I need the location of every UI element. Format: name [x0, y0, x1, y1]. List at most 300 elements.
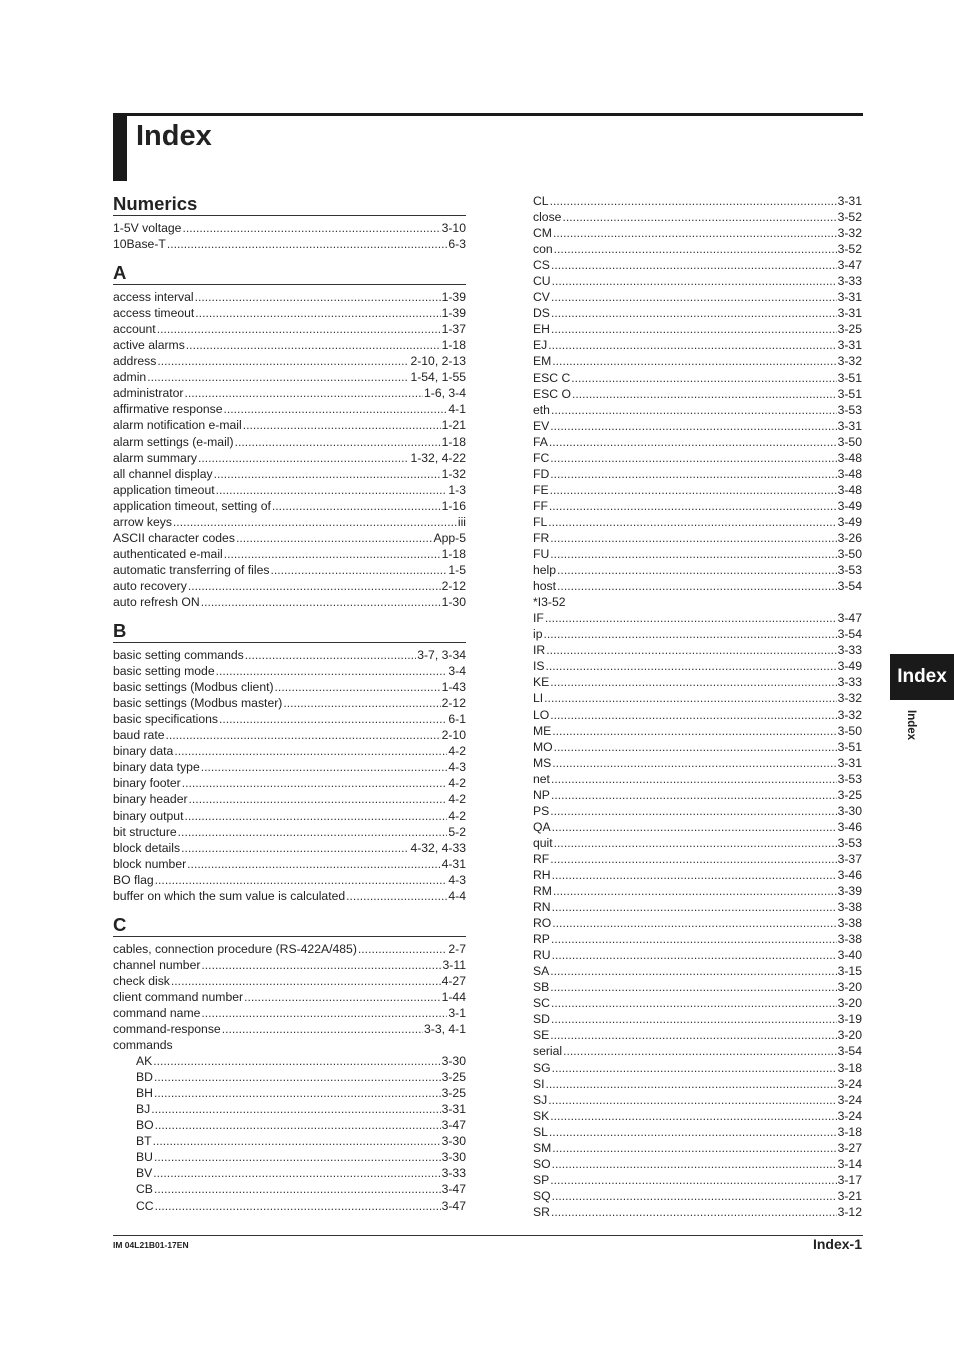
index-entry[interactable]: [113, 989, 466, 1005]
index-page-ref[interactable]: 3-33: [837, 675, 862, 690]
index-entry[interactable]: [533, 466, 862, 482]
index-entry[interactable]: [533, 370, 862, 386]
index-page-ref[interactable]: 6-3: [448, 237, 466, 252]
index-page-ref[interactable]: 1-32: [441, 466, 466, 481]
dot-leader: [546, 642, 836, 658]
index-entry[interactable]: [113, 1101, 466, 1117]
index-entry[interactable]: [533, 883, 862, 899]
index-entry[interactable]: [113, 1005, 466, 1021]
index-page-ref[interactable]: 3-48: [837, 482, 862, 497]
index-entry[interactable]: [533, 642, 862, 658]
index-entry[interactable]: [533, 193, 862, 209]
dot-leader: [346, 888, 447, 904]
index-page-ref[interactable]: 1-18: [441, 546, 466, 561]
index-page-ref[interactable]: 3-26: [837, 530, 862, 545]
index-entry[interactable]: [113, 1085, 466, 1101]
index-page-ref[interactable]: 3-53: [837, 771, 862, 786]
index-page-ref[interactable]: 4-2: [448, 808, 466, 823]
dot-leader: [195, 305, 440, 321]
index-page-ref[interactable]: 3-54: [837, 579, 862, 594]
index-entry[interactable]: [533, 723, 862, 739]
index-entry[interactable]: [533, 674, 862, 690]
index-page-ref[interactable]: 3-24: [837, 1076, 862, 1091]
index-entry[interactable]: [533, 386, 862, 402]
index-page-ref[interactable]: 1-39: [441, 290, 466, 305]
index-page-ref[interactable]: 3-39: [837, 884, 862, 899]
index-entry[interactable]: [533, 546, 862, 562]
index-entry[interactable]: [533, 498, 862, 514]
index-entry[interactable]: [113, 546, 466, 562]
dot-leader: [551, 931, 837, 947]
index-entry[interactable]: [113, 872, 466, 888]
index-term: block number: [113, 856, 187, 871]
index-entry[interactable]: [533, 867, 862, 883]
index-entry[interactable]: [113, 791, 466, 807]
index-entry[interactable]: [113, 1149, 466, 1165]
index-entry[interactable]: [533, 658, 862, 674]
index-entry[interactable]: [113, 1133, 466, 1149]
index-term: CU: [533, 274, 551, 289]
index-term: administrator: [113, 386, 184, 401]
index-page-ref[interactable]: 1-37: [441, 322, 466, 337]
index-entry[interactable]: [533, 1060, 862, 1076]
index-page-ref[interactable]: 3-50: [837, 723, 862, 738]
index-term: buffer on which the sum value is calculated: [113, 888, 346, 903]
index-entry[interactable]: [533, 594, 862, 610]
index-entry[interactable]: [533, 690, 862, 706]
index-entry[interactable]: [533, 1092, 862, 1108]
index-entry[interactable]: [533, 530, 862, 546]
index-term: ESC C: [533, 370, 571, 385]
index-page-ref[interactable]: 3-49: [837, 659, 862, 674]
index-page-ref[interactable]: 2-10, 2-13: [410, 354, 466, 369]
index-page-ref[interactable]: 3-53: [837, 563, 862, 578]
index-page-ref[interactable]: 3-38: [837, 900, 862, 915]
index-entry[interactable]: [113, 1021, 466, 1037]
index-page-ref[interactable]: 3-48: [837, 466, 862, 481]
index-entry[interactable]: [533, 915, 862, 931]
index-page-ref[interactable]: 4-32, 4-33: [410, 840, 466, 855]
index-entry[interactable]: [533, 626, 862, 642]
index-entry[interactable]: [533, 771, 862, 787]
index-term: MS: [533, 755, 552, 770]
index-page-ref[interactable]: 3-50: [837, 434, 862, 449]
dot-leader: [224, 546, 441, 562]
index-page-ref[interactable]: 3-46: [837, 819, 862, 834]
index-entry[interactable]: [113, 417, 466, 433]
index-term: binary data type: [113, 760, 200, 775]
index-page-ref[interactable]: 3-38: [837, 916, 862, 931]
index-entry[interactable]: [533, 1043, 862, 1059]
dot-leader: [201, 957, 441, 973]
index-entry[interactable]: [533, 1188, 862, 1204]
index-entry[interactable]: [113, 289, 466, 305]
index-page-ref[interactable]: 1-43: [441, 680, 466, 695]
index-entry[interactable]: [113, 321, 466, 337]
index-page-ref[interactable]: 4-2: [448, 792, 466, 807]
index-entry[interactable]: [533, 1140, 862, 1156]
index-page-ref[interactable]: 3-47: [441, 1118, 466, 1133]
index-side-tab[interactable]: Index: [890, 654, 954, 700]
index-term: SA: [533, 964, 550, 979]
index-page-ref[interactable]: 3-11: [442, 957, 466, 972]
dot-leader: [147, 369, 409, 385]
index-entry[interactable]: [113, 385, 466, 401]
index-page-ref[interactable]: 4-4: [448, 888, 466, 903]
dot-leader: [195, 289, 441, 305]
index-term: ASCII character codes: [113, 530, 235, 545]
index-entry[interactable]: [113, 498, 466, 514]
index-entry[interactable]: [533, 418, 862, 434]
index-page-ref[interactable]: 3-12: [837, 1204, 862, 1219]
index-page-ref[interactable]: 1-5: [448, 562, 466, 577]
dot-leader: [201, 1005, 447, 1021]
index-entry[interactable]: [113, 663, 466, 679]
index-entry[interactable]: [533, 947, 862, 963]
index-entry[interactable]: [113, 957, 466, 973]
dot-leader: [224, 401, 448, 417]
index-page-ref[interactable]: 3-25: [441, 1086, 466, 1101]
index-entry[interactable]: [113, 353, 466, 369]
index-page-ref[interactable]: 3-37: [837, 851, 862, 866]
index-entry[interactable]: [533, 482, 862, 498]
dot-leader: [551, 402, 837, 418]
index-page-ref[interactable]: 3-3, 4-1: [423, 1022, 466, 1037]
index-entry[interactable]: [113, 466, 466, 482]
index-page-ref[interactable]: 1-44: [441, 989, 466, 1004]
index-entry[interactable]: [533, 305, 862, 321]
index-page-ref[interactable]: 1-21: [441, 418, 466, 433]
index-page-ref[interactable]: 5-2: [448, 824, 466, 839]
index-term: ME: [533, 723, 552, 738]
index-entry[interactable]: [533, 225, 862, 241]
dot-leader: [153, 1053, 440, 1069]
index-entry[interactable]: [533, 209, 862, 225]
index-page-ref[interactable]: 4-2: [448, 776, 466, 791]
index-page-ref[interactable]: 6-1: [448, 712, 466, 727]
index-page-ref[interactable]: 3-25: [441, 1070, 466, 1085]
dot-leader: [552, 819, 837, 835]
index-page-ref[interactable]: 3-54: [837, 1044, 862, 1059]
index-page-ref[interactable]: 3-40: [837, 948, 862, 963]
index-entry[interactable]: [113, 236, 466, 252]
index-entry[interactable]: [113, 743, 466, 759]
index-entry[interactable]: [113, 594, 466, 610]
index-term: RM: [533, 884, 552, 899]
index-entry[interactable]: [533, 1156, 862, 1172]
index-page-ref[interactable]: 3-46: [837, 867, 862, 882]
index-entry[interactable]: [113, 1198, 466, 1214]
index-page-ref[interactable]: 3-31: [837, 755, 862, 770]
index-page-ref[interactable]: 1-18: [441, 434, 466, 449]
index-page-ref[interactable]: 3-47: [837, 258, 862, 273]
index-entry[interactable]: [113, 369, 466, 385]
index-entry[interactable]: [533, 241, 862, 257]
index-page-ref[interactable]: 1-3: [448, 482, 466, 497]
index-page-ref[interactable]: 3-33: [837, 643, 862, 658]
index-entry[interactable]: [113, 1181, 466, 1197]
dot-leader: [550, 418, 836, 434]
dot-leader: [557, 578, 837, 594]
index-page-ref[interactable]: 3-51: [837, 739, 862, 754]
index-term: SQ: [533, 1188, 551, 1203]
index-entry[interactable]: [113, 401, 466, 417]
index-page-ref[interactable]: 3-31: [837, 306, 862, 321]
index-entry[interactable]: [113, 727, 466, 743]
dot-leader: [552, 867, 837, 883]
index-entry[interactable]: [533, 755, 862, 771]
index-page-ref[interactable]: 3-7, 3-34: [417, 648, 466, 663]
index-entry[interactable]: [113, 1053, 466, 1069]
index-entry[interactable]: [533, 289, 862, 305]
index-page-ref[interactable]: 3-47: [441, 1182, 466, 1197]
dot-leader: [551, 787, 837, 803]
index-entry[interactable]: [533, 1076, 862, 1092]
dot-leader: [550, 1108, 836, 1124]
index-page-ref[interactable]: 3-15: [837, 964, 862, 979]
index-page-ref[interactable]: 2-12: [441, 696, 466, 711]
index-entry[interactable]: [113, 888, 466, 904]
index-page-ref[interactable]: 3-31: [837, 290, 862, 305]
index-entry[interactable]: [533, 819, 862, 835]
index-page-ref[interactable]: 4-1: [448, 402, 466, 417]
index-entry[interactable]: [113, 1165, 466, 1181]
index-entry[interactable]: [113, 775, 466, 791]
index-entry[interactable]: [533, 979, 862, 995]
index-term: FC: [533, 450, 550, 465]
index-page-ref[interactable]: 3-32: [837, 226, 862, 241]
index-entry[interactable]: [533, 434, 862, 450]
dot-leader: [550, 707, 836, 723]
index-term: EV: [533, 418, 550, 433]
index-page-ref[interactable]: 3-20: [837, 1028, 862, 1043]
index-page-ref[interactable]: 2-7: [448, 941, 466, 956]
index-entry[interactable]: [533, 787, 862, 803]
index-entry[interactable]: [113, 220, 466, 236]
index-entry[interactable]: [533, 1027, 862, 1043]
index-page-ref[interactable]: 3-20: [837, 980, 862, 995]
index-entry[interactable]: [113, 434, 466, 450]
index-entry[interactable]: [113, 1037, 466, 1053]
index-entry[interactable]: [533, 851, 862, 867]
index-page-ref[interactable]: 3-48: [837, 450, 862, 465]
index-page-ref[interactable]: 3-52: [837, 210, 862, 225]
index-page-ref[interactable]: 3-31: [837, 418, 862, 433]
dot-leader: [563, 1043, 836, 1059]
index-page-ref[interactable]: 3-49: [837, 514, 862, 529]
index-entry[interactable]: [533, 337, 862, 353]
index-entry[interactable]: [113, 824, 466, 840]
index-page-ref[interactable]: 3-17: [837, 1172, 862, 1187]
index-page-ref[interactable]: 3-18: [837, 1060, 862, 1075]
index-page-ref[interactable]: 3-32: [837, 707, 862, 722]
dot-leader: [548, 1092, 836, 1108]
index-page-ref[interactable]: 1-54, 1-55: [410, 370, 466, 385]
index-entry[interactable]: [533, 257, 862, 273]
index-page-ref[interactable]: 3-54: [837, 627, 862, 642]
index-page-ref[interactable]: 3-14: [837, 1156, 862, 1171]
dot-leader: [550, 482, 837, 498]
index-term: EM: [533, 354, 552, 369]
dot-leader: [157, 321, 441, 337]
index-entry[interactable]: [113, 973, 466, 989]
index-page-ref[interactable]: 1-18: [441, 338, 466, 353]
index-page-ref[interactable]: 3-38: [837, 932, 862, 947]
index-page-ref[interactable]: 3-30: [837, 803, 862, 818]
index-page-ref[interactable]: 3-4: [448, 664, 466, 679]
index-page-ref[interactable]: iii: [457, 514, 466, 529]
index-entry[interactable]: [113, 514, 466, 530]
index-page-ref[interactable]: 3-53: [837, 402, 862, 417]
index-page-ref[interactable]: 3-52: [837, 242, 862, 257]
index-term: *I3-52: [533, 595, 566, 610]
index-page-ref[interactable]: 3-30: [441, 1134, 466, 1149]
index-entry[interactable]: [533, 1011, 862, 1027]
dot-leader: [550, 546, 836, 562]
index-term: SP: [533, 1172, 550, 1187]
index-entry[interactable]: [113, 562, 466, 578]
index-entry[interactable]: [533, 514, 862, 530]
index-page-ref[interactable]: 4-3: [448, 760, 466, 775]
index-entry[interactable]: [533, 562, 862, 578]
index-entry[interactable]: [533, 578, 862, 594]
index-entry[interactable]: [113, 856, 466, 872]
index-term: MO: [533, 739, 553, 754]
dot-leader: [551, 321, 837, 337]
index-entry[interactable]: [533, 321, 862, 337]
index-entry[interactable]: [113, 840, 466, 856]
index-entry[interactable]: [533, 803, 862, 819]
index-page-ref[interactable]: 3-21: [837, 1188, 862, 1203]
index-page-ref[interactable]: 4-31: [441, 856, 466, 871]
index-entry[interactable]: [533, 1204, 862, 1220]
index-term: CB: [136, 1182, 153, 1197]
index-entry[interactable]: [533, 707, 862, 723]
index-page-ref[interactable]: 1-16: [441, 498, 466, 513]
index-page-ref[interactable]: 3-47: [837, 611, 862, 626]
index-entry[interactable]: [533, 1172, 862, 1188]
index-entry[interactable]: [533, 1124, 862, 1140]
index-entry[interactable]: [113, 578, 466, 594]
index-entry[interactable]: [113, 1069, 466, 1085]
index-page-ref[interactable]: 2-12: [441, 578, 466, 593]
index-page-ref[interactable]: 4-27: [441, 973, 466, 988]
index-entry[interactable]: [113, 337, 466, 353]
index-entry[interactable]: [113, 530, 466, 546]
dot-leader: [174, 743, 447, 759]
index-page-ref[interactable]: 3-32: [837, 354, 862, 369]
index-entry[interactable]: [533, 450, 862, 466]
index-term: SM: [533, 1140, 552, 1155]
index-term: SE: [533, 1028, 550, 1043]
index-entry[interactable]: [113, 450, 466, 466]
index-page-ref[interactable]: 3-51: [837, 386, 862, 401]
index-entry[interactable]: [113, 759, 466, 775]
index-page-ref[interactable]: 3-30: [441, 1054, 466, 1069]
dot-leader: [548, 337, 836, 353]
index-page-ref[interactable]: 3-53: [837, 835, 862, 850]
index-page-ref[interactable]: 3-33: [441, 1166, 466, 1181]
index-entry[interactable]: [533, 835, 862, 851]
index-column-left: [113, 194, 466, 1214]
index-page-ref[interactable]: 3-30: [441, 1150, 466, 1165]
index-entry[interactable]: [113, 1117, 466, 1133]
index-page-ref[interactable]: 3-19: [837, 1012, 862, 1027]
index-entry[interactable]: [113, 305, 466, 321]
index-page-ref[interactable]: 1-39: [441, 306, 466, 321]
dot-leader: [270, 562, 447, 578]
index-entry[interactable]: [113, 941, 466, 957]
section-heading: C: [113, 915, 466, 937]
index-page-ref[interactable]: 3-25: [837, 787, 862, 802]
index-entry[interactable]: [113, 482, 466, 498]
index-entry[interactable]: [113, 647, 466, 663]
index-entry[interactable]: [533, 899, 862, 915]
index-page-ref[interactable]: 3-27: [837, 1140, 862, 1155]
index-page-ref[interactable]: 3-1: [448, 1005, 466, 1020]
index-page-ref[interactable]: 3-31: [837, 194, 862, 208]
dot-leader: [546, 658, 837, 674]
index-entry[interactable]: [533, 739, 862, 755]
index-entry[interactable]: [533, 610, 862, 626]
index-page-ref[interactable]: 3-51: [837, 370, 862, 385]
index-page-ref[interactable]: 4-2: [448, 744, 466, 759]
index-page-ref[interactable]: 3-24: [837, 1108, 862, 1123]
index-page-ref[interactable]: 3-24: [837, 1092, 862, 1107]
index-page-ref[interactable]: App-5: [433, 530, 466, 545]
dot-leader: [216, 663, 448, 679]
index-page-ref[interactable]: 2-10: [441, 728, 466, 743]
index-term: DS: [533, 306, 550, 321]
index-entry[interactable]: [533, 995, 862, 1011]
dot-leader: [550, 851, 836, 867]
index-entry[interactable]: [113, 695, 466, 711]
dot-leader: [551, 995, 837, 1011]
index-term: alarm notification e-mail: [113, 418, 242, 433]
index-entry[interactable]: [113, 808, 466, 824]
index-page-ref[interactable]: 1-6, 3-4: [423, 386, 466, 401]
index-page-ref[interactable]: 3-33: [837, 274, 862, 289]
index-entry[interactable]: [533, 1108, 862, 1124]
index-term: client command number: [113, 989, 244, 1004]
dot-leader: [550, 193, 837, 209]
index-page-ref[interactable]: 3-10: [441, 221, 466, 235]
index-page-ref[interactable]: 1-30: [441, 594, 466, 609]
dot-leader: [272, 498, 441, 514]
index-entry[interactable]: [533, 273, 862, 289]
index-page-ref[interactable]: 3-31: [441, 1102, 466, 1117]
index-page-ref[interactable]: 3-25: [837, 322, 862, 337]
index-page-ref[interactable]: 3-20: [837, 996, 862, 1011]
index-page-ref[interactable]: 3-31: [837, 338, 862, 353]
index-term: IS: [533, 659, 545, 674]
dot-leader: [548, 514, 836, 530]
index-entry[interactable]: [533, 353, 862, 369]
index-page-ref[interactable]: 3-49: [837, 498, 862, 513]
index-page-ref[interactable]: 1-32, 4-22: [410, 450, 466, 465]
index-entry[interactable]: [533, 931, 862, 947]
index-page-ref[interactable]: 3-50: [837, 547, 862, 562]
index-entry[interactable]: [113, 711, 466, 727]
index-entry[interactable]: [113, 679, 466, 695]
index-term: affirmative response: [113, 402, 223, 417]
index-entry[interactable]: [533, 963, 862, 979]
index-page-ref[interactable]: 3-32: [837, 691, 862, 706]
index-page-ref[interactable]: 3-18: [837, 1124, 862, 1139]
index-page-ref[interactable]: 4-3: [448, 872, 466, 887]
index-entry[interactable]: [533, 402, 862, 418]
index-page-ref[interactable]: 3-47: [441, 1198, 466, 1213]
